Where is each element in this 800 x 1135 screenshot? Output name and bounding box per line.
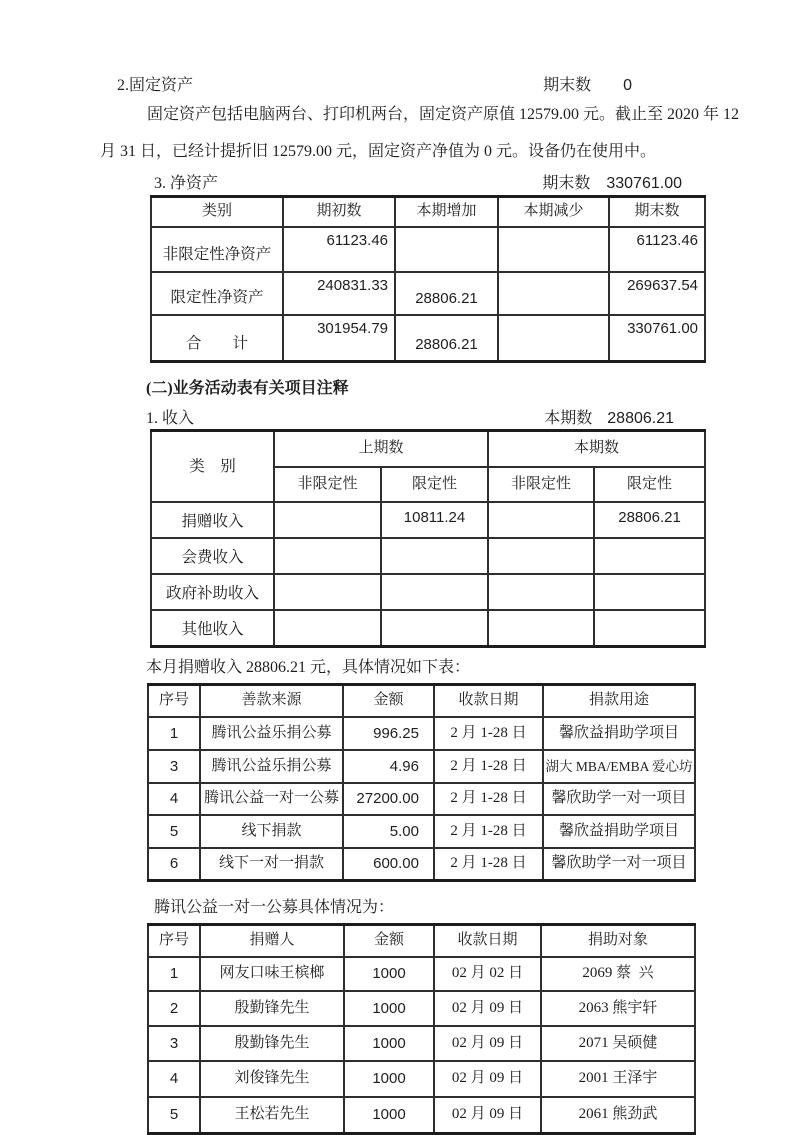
table-row: [148, 1061, 695, 1097]
cell-recipient: 2001 王泽宇: [541, 1061, 695, 1097]
cell-initial: 301954.79: [283, 315, 395, 362]
cell-prior-restricted: 10811.24: [381, 502, 488, 538]
table-row: [151, 227, 705, 272]
cell-prior-restricted: [381, 610, 488, 647]
cell-source: 腾讯公益一对一公募: [200, 783, 343, 815]
table-row: [151, 610, 705, 647]
cell-index: 1: [148, 717, 200, 750]
header-cell-source: 善款来源: [200, 685, 343, 718]
header-cell-prior-period: 上期数: [274, 431, 488, 468]
cell-increase: [395, 227, 498, 272]
cell-date: 2 月 1-28 日: [434, 783, 543, 815]
fixed-assets-stat-label: 期末数: [543, 77, 592, 94]
cell-purpose: 馨欣助学一对一项目: [543, 848, 695, 881]
cell-source: 线下捐款: [200, 815, 343, 848]
row-label-cell: 非限定性净资产: [151, 227, 283, 272]
net-assets-heading: 3. 净资产: [154, 175, 219, 192]
cell-date: 02 月 09 日: [434, 1097, 541, 1134]
cell-increase: 28806.21: [395, 315, 498, 362]
fixed-assets-heading: 2.固定资产: [117, 77, 194, 94]
cell-increase: 28806.21: [395, 272, 498, 315]
cell-current-unrestricted: [488, 574, 594, 610]
cell-recipient: 2063 熊宇轩: [541, 991, 695, 1026]
cell-amount: 1000: [344, 957, 434, 991]
header-cell-index: 序号: [148, 925, 200, 958]
table-row: [148, 1097, 695, 1134]
table-row: [148, 783, 695, 815]
cell-current-restricted: [594, 574, 705, 610]
cell-date: 2 月 1-28 日: [434, 750, 543, 783]
header-cell-purpose: 捐款用途: [543, 685, 695, 718]
table-row: [148, 1026, 695, 1061]
cell-decrease: [498, 315, 609, 362]
row-label-cell: 合 计: [151, 315, 283, 362]
header-cell-restricted: 限定性: [381, 467, 488, 502]
cell-index: 4: [148, 1061, 200, 1097]
row-label-cell: 会费收入: [151, 538, 274, 574]
cell-index: 6: [148, 848, 200, 881]
net-assets-stat-value: 330761.00: [606, 175, 682, 192]
cell-source: 腾讯公益乐捐公募: [200, 717, 343, 750]
cell-amount: 27200.00: [343, 783, 434, 815]
cell-ending: 269637.54: [609, 272, 705, 315]
cell-purpose: 馨欣助学一对一项目: [543, 783, 695, 815]
cell-prior-unrestricted: [274, 502, 381, 538]
cell-current-unrestricted: [488, 610, 594, 647]
cell-amount: 600.00: [343, 848, 434, 881]
cell-ending: 330761.00: [609, 315, 705, 362]
cell-source: 线下一对一捐款: [200, 848, 343, 881]
table-row: [148, 717, 695, 750]
cell-amount: 1000: [344, 1026, 434, 1061]
cell-date: 02 月 02 日: [434, 957, 541, 991]
cell-prior-unrestricted: [274, 610, 381, 647]
header-cell-category: 类别: [151, 197, 283, 228]
table-row: [148, 815, 695, 848]
table-row: [151, 502, 705, 538]
cell-purpose: 馨欣益捐助学项目: [543, 717, 695, 750]
cell-donor: 殷勤锋先生: [200, 991, 344, 1026]
table-row: [151, 538, 705, 574]
table-row: [151, 574, 705, 610]
header-cell-date: 收款日期: [434, 685, 543, 718]
table-row: [148, 957, 695, 991]
one-to-one-header-row: [148, 925, 695, 958]
header-cell-index: 序号: [148, 685, 200, 718]
header-cell-ending: 期末数: [609, 197, 705, 228]
income-stat-label: 本期数: [544, 410, 593, 427]
header-cell-category: 类 别: [151, 431, 274, 503]
table-row: [148, 750, 695, 783]
notes-section-heading: (二)业务活动表有关项目注释: [146, 380, 349, 397]
cell-index: 1: [148, 957, 200, 991]
fixed-assets-paragraph-line1: 固定资产包括电脑两台、打印机两台，固定资产原值 12579.00 元。截止至 2020 年 12: [147, 106, 740, 123]
cell-donor: 网友口味王槟榔: [200, 957, 344, 991]
cell-source: 腾讯公益乐捐公募: [200, 750, 343, 783]
cell-amount: 1000: [344, 1097, 434, 1134]
net-assets-stat-label: 期末数: [542, 175, 591, 192]
row-label-cell: 其他收入: [151, 610, 274, 647]
cell-current-unrestricted: [488, 502, 594, 538]
net-assets-heading-row: [100, 174, 708, 194]
cell-amount: 5.00: [343, 815, 434, 848]
cell-current-restricted: [594, 610, 705, 647]
cell-recipient: 2071 吴硕健: [541, 1026, 695, 1061]
cell-index: 3: [148, 1026, 200, 1061]
cell-purpose: 馨欣益捐助学项目: [543, 815, 695, 848]
table-row: [151, 272, 705, 315]
header-cell-current-period: 本期数: [488, 431, 705, 468]
income-header-row-1: [151, 431, 705, 468]
cell-amount: 1000: [344, 991, 434, 1026]
header-cell-unrestricted: 非限定性: [488, 467, 594, 502]
header-cell-decrease: 本期减少: [498, 197, 609, 228]
fixed-assets-heading-row: [100, 76, 708, 96]
cell-date: 2 月 1-28 日: [434, 815, 543, 848]
cell-current-restricted: [594, 538, 705, 574]
one-to-one-intro: 腾讯公益一对一公募具体情况为：: [154, 899, 395, 916]
donation-detail-table: [147, 683, 696, 882]
cell-current-restricted: 28806.21: [594, 502, 705, 538]
table-row: [148, 848, 695, 881]
table-total-row: [151, 315, 705, 362]
cell-amount: 1000: [344, 1061, 434, 1097]
income-heading: 1. 收入: [146, 410, 195, 427]
cell-index: 5: [148, 815, 200, 848]
table-row: [148, 991, 695, 1026]
cell-index: 5: [148, 1097, 200, 1134]
cell-donor: 刘俊锋先生: [200, 1061, 344, 1097]
income-heading-row: [100, 409, 708, 429]
cell-decrease: [498, 227, 609, 272]
cell-prior-restricted: [381, 574, 488, 610]
row-label-cell: 政府补助收入: [151, 574, 274, 610]
header-cell-initial: 期初数: [283, 197, 395, 228]
cell-index: 2: [148, 991, 200, 1026]
income-stat-value: 28806.21: [607, 410, 674, 427]
row-label-cell: 限定性净资产: [151, 272, 283, 315]
header-cell-amount: 金额: [344, 925, 434, 958]
net-assets-header-row: [151, 197, 705, 228]
header-cell-restricted: 限定性: [594, 467, 705, 502]
cell-date: 2 月 1-28 日: [434, 848, 543, 881]
cell-purpose: 湖大 MBA/EMBA 爱心坊: [543, 750, 695, 783]
header-cell-increase: 本期增加: [395, 197, 498, 228]
cell-amount: 996.25: [343, 717, 434, 750]
header-cell-date: 收款日期: [434, 925, 541, 958]
cell-index: 3: [148, 750, 200, 783]
header-cell-donor: 捐赠人: [200, 925, 344, 958]
cell-prior-unrestricted: [274, 574, 381, 610]
row-label-cell: 捐赠收入: [151, 502, 274, 538]
cell-current-unrestricted: [488, 538, 594, 574]
cell-decrease: [498, 272, 609, 315]
cell-date: 2 月 1-28 日: [434, 717, 543, 750]
header-cell-recipient: 捐助对象: [541, 925, 695, 958]
cell-amount: 4.96: [343, 750, 434, 783]
cell-initial: 61123.46: [283, 227, 395, 272]
donation-detail-intro: 本月捐赠收入 28806.21 元，具体情况如下表：: [146, 659, 471, 676]
cell-prior-unrestricted: [274, 538, 381, 574]
cell-initial: 240831.33: [283, 272, 395, 315]
cell-donor: 王松若先生: [200, 1097, 344, 1134]
cell-recipient: 2061 熊劲武: [541, 1097, 695, 1134]
net-assets-table: [150, 195, 706, 363]
fixed-assets-stat-value: 0: [623, 77, 632, 94]
income-table: [150, 429, 706, 648]
donation-header-row: [148, 685, 695, 718]
cell-donor: 殷勤锋先生: [200, 1026, 344, 1061]
header-cell-amount: 金额: [343, 685, 434, 718]
cell-recipient: 2069 蔡 兴: [541, 957, 695, 991]
cell-ending: 61123.46: [609, 227, 705, 272]
cell-date: 02 月 09 日: [434, 991, 541, 1026]
fixed-assets-paragraph-line2: 月 31 日，已经计提折旧 12579.00 元，固定资产净值为 0 元。设备仍在使用中。: [100, 143, 657, 160]
cell-prior-restricted: [381, 538, 488, 574]
cell-index: 4: [148, 783, 200, 815]
cell-date: 02 月 09 日: [434, 1061, 541, 1097]
cell-date: 02 月 09 日: [434, 1026, 541, 1061]
header-cell-unrestricted: 非限定性: [274, 467, 381, 502]
one-to-one-table: [147, 923, 696, 1135]
